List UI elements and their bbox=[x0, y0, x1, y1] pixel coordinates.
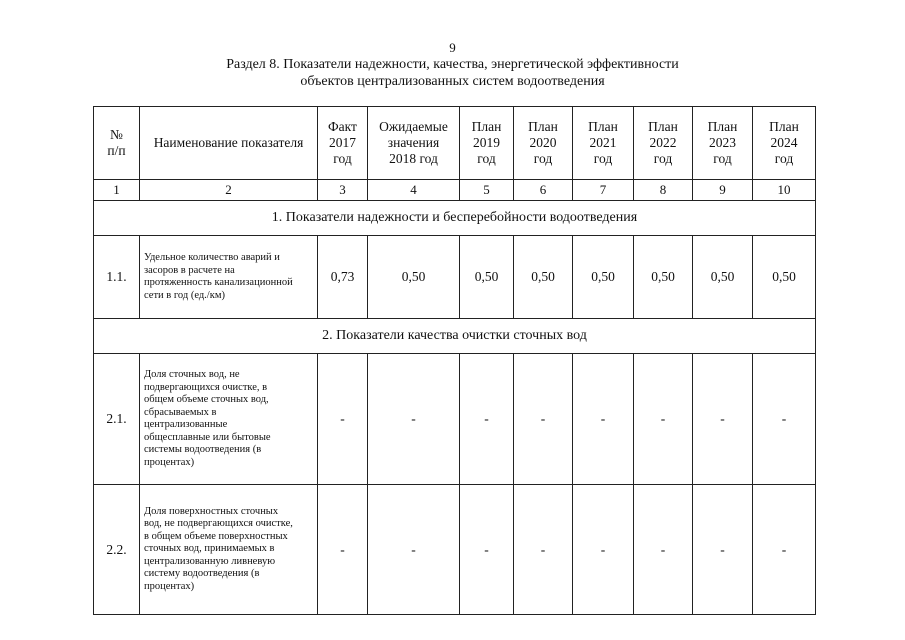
value-cell: - bbox=[573, 354, 634, 485]
value-cell: 0,50 bbox=[693, 236, 753, 319]
column-number: 9 bbox=[693, 180, 753, 201]
value-cell: - bbox=[460, 354, 514, 485]
value-cell: 0,50 bbox=[514, 236, 573, 319]
column-number: 2 bbox=[140, 180, 318, 201]
value-cell: 0,50 bbox=[634, 236, 693, 319]
indicators-table bbox=[93, 106, 816, 615]
table-row bbox=[94, 354, 816, 485]
indicator-name: Доля поверхностных сточных вод, не подвергающихся очистке, в общем объеме поверхностных сточных вод, принимаемых в централизованную ливневую систему водоотведения (в процентах) bbox=[140, 485, 318, 615]
header-cell-plan-2023: План 2023 год bbox=[693, 107, 753, 180]
column-number: 10 bbox=[753, 180, 816, 201]
header-cell-plan-2022: План 2022 год bbox=[634, 107, 693, 180]
section-title bbox=[0, 56, 905, 90]
row-code: 2.1. bbox=[94, 354, 140, 485]
value-cell: 0,50 bbox=[573, 236, 634, 319]
page-number: 9 bbox=[449, 40, 456, 55]
section-heading: 2. Показатели качества очистки сточных вод bbox=[94, 319, 816, 354]
value-cell: - bbox=[514, 354, 573, 485]
section-row-treatment-quality bbox=[94, 319, 816, 354]
column-number: 6 bbox=[514, 180, 573, 201]
indicator-name: Удельное количество аварий и засоров в расчете на протяженность канализационной сети в год (ед./км) bbox=[140, 236, 318, 319]
section-title-line-1: Раздел 8. Показатели надежности, качества, энергетической эффективности bbox=[226, 57, 679, 72]
header-cell-indicator: Наименование показателя bbox=[140, 107, 318, 180]
column-number: 8 bbox=[634, 180, 693, 201]
table-row bbox=[94, 236, 816, 319]
value-cell: - bbox=[318, 485, 368, 615]
header-cell-plan-2021: План 2021 год bbox=[573, 107, 634, 180]
indicator-name: Доля сточных вод, не подвергающихся очистке, в общем объеме сточных вод, сбрасываемых в централизованные общесплавные или бытовые системы водоотведения (в процентах) bbox=[140, 354, 318, 485]
section-row-reliability bbox=[94, 201, 816, 236]
header-cell-plan-2020: План 2020 год bbox=[514, 107, 573, 180]
value-cell: - bbox=[318, 354, 368, 485]
column-number: 1 bbox=[94, 180, 140, 201]
column-number: 4 bbox=[368, 180, 460, 201]
table-row bbox=[94, 485, 816, 615]
value-cell: - bbox=[753, 485, 816, 615]
column-number-row bbox=[94, 180, 816, 201]
column-number: 3 bbox=[318, 180, 368, 201]
value-cell: - bbox=[634, 485, 693, 615]
header-cell-plan-2024: План 2024 год bbox=[753, 107, 816, 180]
header-cell-expected-2018: Ожидаемые значения 2018 год bbox=[368, 107, 460, 180]
header-cell-number: № п/п bbox=[94, 107, 140, 180]
column-number: 5 bbox=[460, 180, 514, 201]
row-code: 1.1. bbox=[94, 236, 140, 319]
value-cell: - bbox=[693, 354, 753, 485]
value-cell: - bbox=[460, 485, 514, 615]
value-cell: - bbox=[693, 485, 753, 615]
header-row bbox=[94, 107, 816, 180]
section-title-line-2: объектов централизованных систем водоотведения bbox=[300, 74, 605, 89]
value-cell: - bbox=[514, 485, 573, 615]
value-cell: 0,50 bbox=[753, 236, 816, 319]
value-cell: - bbox=[573, 485, 634, 615]
header-cell-fact-2017: Факт 2017 год bbox=[318, 107, 368, 180]
section-heading: 1. Показатели надежности и бесперебойности водоотведения bbox=[94, 201, 816, 236]
column-number: 7 bbox=[573, 180, 634, 201]
header-cell-plan-2019: План 2019 год bbox=[460, 107, 514, 180]
value-cell: - bbox=[368, 485, 460, 615]
value-cell: - bbox=[368, 354, 460, 485]
value-cell: 0,73 bbox=[318, 236, 368, 319]
value-cell: 0,50 bbox=[460, 236, 514, 319]
row-code: 2.2. bbox=[94, 485, 140, 615]
value-cell: 0,50 bbox=[368, 236, 460, 319]
value-cell: - bbox=[634, 354, 693, 485]
value-cell: - bbox=[753, 354, 816, 485]
